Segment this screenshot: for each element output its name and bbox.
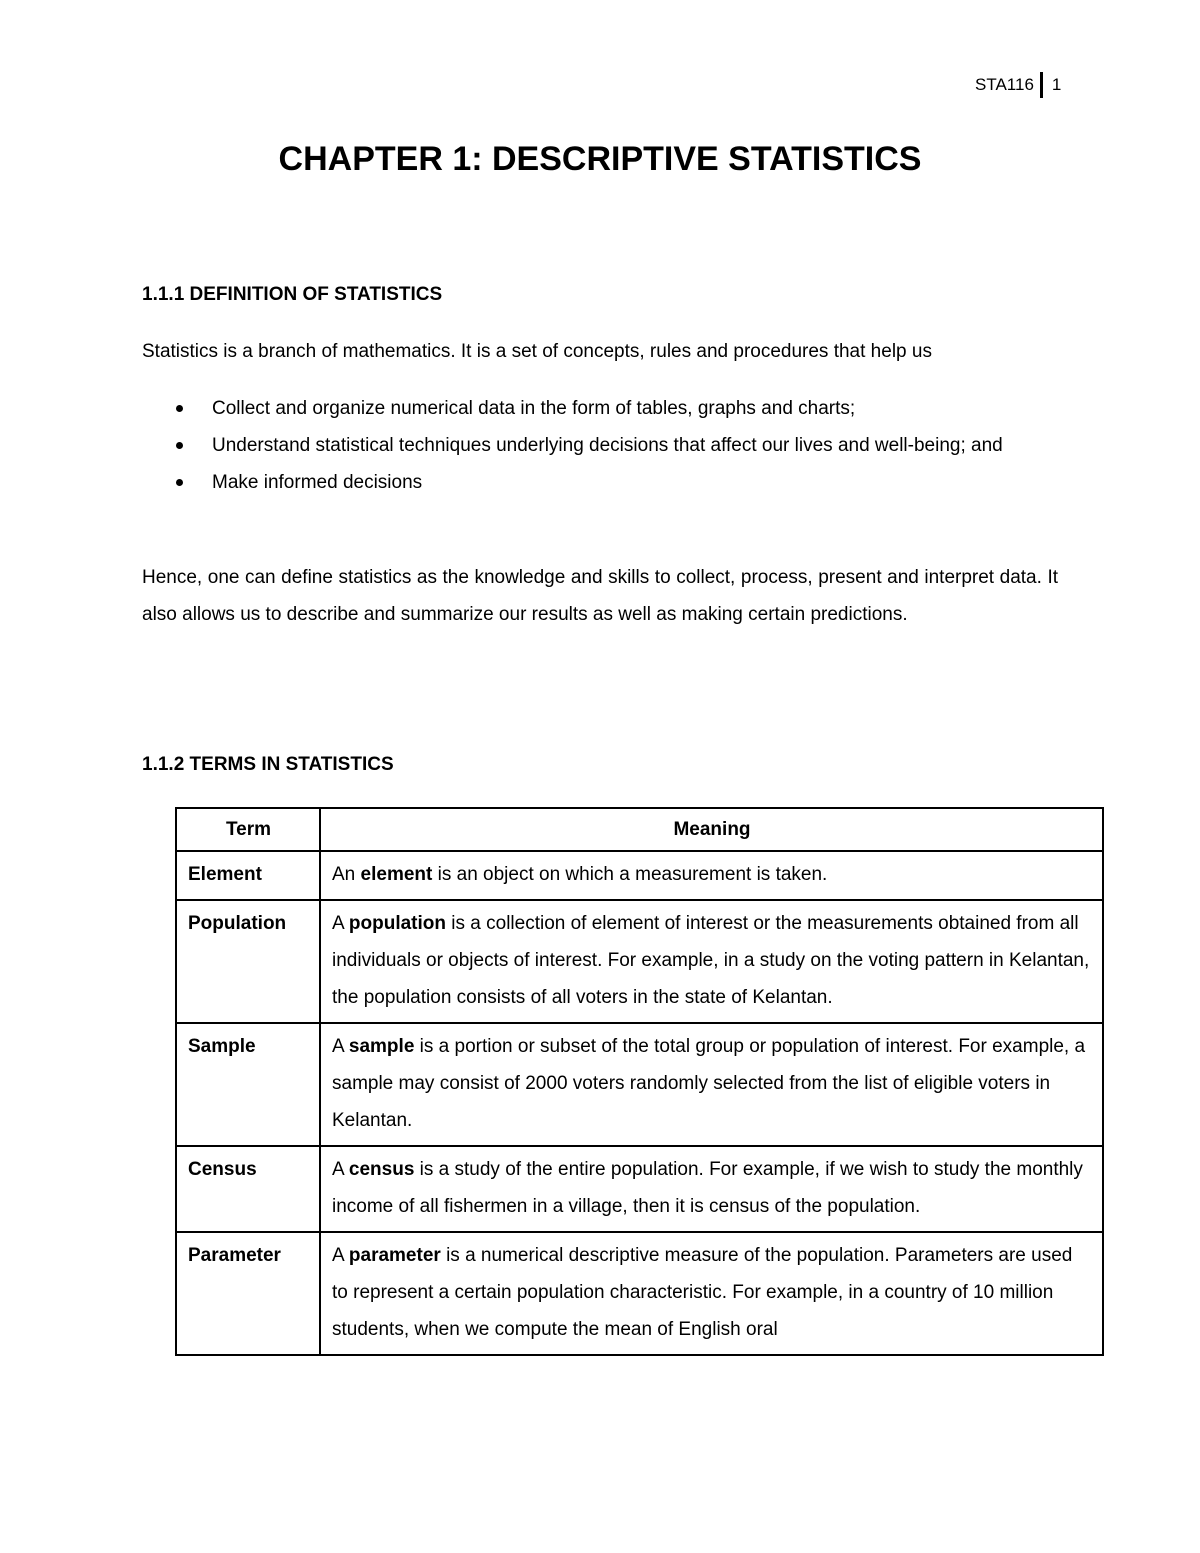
meaning-cell: A sample is a portion or subset of the total group or population of interest. For example, a sample may consist of 2000 voters randomly selected from the list of eligible voters in Kelantan.: [320, 1023, 1103, 1146]
table-row: [176, 900, 1103, 1023]
term-cell: Element: [176, 851, 320, 900]
table-row: [176, 1023, 1103, 1146]
table-row: [176, 851, 1103, 900]
term-cell: Parameter: [176, 1232, 320, 1355]
page-header: [975, 72, 1061, 98]
section-heading-terms: 1.1.2 TERMS IN STATISTICS: [142, 754, 394, 775]
section-heading-definition: 1.1.1 DEFINITION OF STATISTICS: [142, 284, 443, 305]
meaning-cell: A census is a study of the entire population. For example, if we wish to study the monthly income of all fishermen in a village, then it is census of the population.: [320, 1146, 1103, 1232]
column-header-meaning: Meaning: [320, 808, 1103, 851]
bullet-list: [142, 390, 1058, 501]
list-item: Understand statistical techniques underlying decisions that affect our lives and well-being; and: [142, 427, 1058, 464]
meaning-cell: An element is an object on which a measurement is taken.: [320, 851, 1103, 900]
table-header-row: [176, 808, 1103, 851]
page-number: 1: [1051, 75, 1062, 94]
column-header-term: Term: [176, 808, 320, 851]
bullet-icon: [176, 405, 183, 412]
term-cell: Census: [176, 1146, 320, 1232]
bullet-icon: [176, 442, 183, 449]
intro-paragraph: Statistics is a branch of mathematics. It is a set of concepts, rules and procedures that help us: [142, 341, 932, 362]
list-item: Collect and organize numerical data in the form of tables, graphs and charts;: [142, 390, 1058, 427]
chapter-title: CHAPTER 1: DESCRIPTIVE STATISTICS: [278, 140, 922, 178]
meaning-cell: A population is a collection of element of interest or the measurements obtained from all individuals or objects of interest. For example, in a study on the voting pattern in Kelantan, the population consists of all voters in the state of Kelantan.: [320, 900, 1103, 1023]
list-item: Make informed decisions: [142, 464, 1058, 501]
term-cell: Sample: [176, 1023, 320, 1146]
term-cell: Population: [176, 900, 320, 1023]
meaning-cell: A parameter is a numerical descriptive measure of the population. Parameters are used to represent a certain population characteristic. For example, in a country of 10 million students, when we compute the mean of English oral: [320, 1232, 1103, 1355]
conclusion-paragraph: Hence, one can define statistics as the knowledge and skills to collect, process, present and interpret data. It also allows us to describe and summarize our results as well as making certain predictions.: [142, 567, 1058, 625]
course-code: STA116: [975, 75, 1034, 94]
header-divider: [1040, 72, 1043, 98]
bullet-icon: [176, 479, 183, 486]
table-row: [176, 1146, 1103, 1232]
table-row: [176, 1232, 1103, 1355]
terms-table: [175, 807, 1104, 1356]
